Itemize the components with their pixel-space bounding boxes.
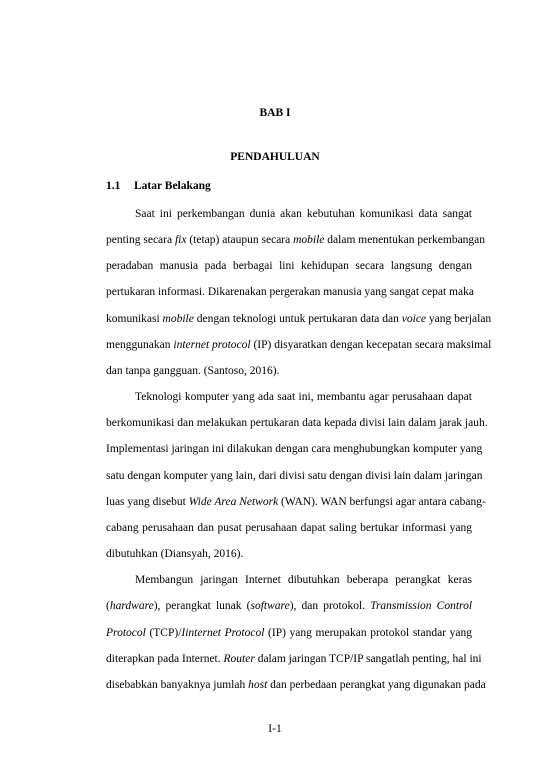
chapter-title: PENDAHULUAN [230,151,320,163]
text-run: peradaban manusia pada berbagai lini kehidupan secara langsung dengan [106,260,472,272]
text-run: (tetap) ataupun secara [186,234,294,246]
text-run: berkomunikasi dan melakukan pertukaran data kepada divisi lain dalam jarak jauh. [106,417,488,429]
text-run: luas yang disebut [106,496,189,508]
body-line [106,259,472,273]
body-line [106,364,472,378]
body-line [106,233,486,247]
text-run: ), perangkat lunak ( [153,600,251,612]
body-line [106,652,482,666]
text-run: Saat ini perkembangan dunia akan kebutuhan komunikasi data sangat [135,208,472,220]
italic-term: Wide Area Network [188,496,279,508]
italic-term: Router [223,653,255,665]
italic-term: Transmission Control [370,600,473,612]
body-line [135,573,472,587]
italic-term: Iinternet Protocol [181,627,265,639]
text-run: Membangun jaringan Internet dibutuhkan beberapa perangkat keras [135,574,472,586]
text-run: Implementasi jaringan ini dilakukan dengan cara menghubungkan komputer yang [106,443,483,455]
body-line [106,599,472,613]
text-run: yang berjalan [426,313,492,325]
italic-term: fix [174,234,187,246]
body-line [106,547,472,561]
italic-term: Protocol [106,627,146,639]
italic-term: internet protocol [173,339,251,351]
body-line [106,521,472,535]
italic-term: software [250,600,290,612]
text-run: cabang perusahaan dan pusat perusahaan dapat saling bertukar informasi yang [106,522,472,534]
text-run: (TCP)/ [145,627,182,639]
body-line [106,312,492,326]
chapter-label: BAB I [259,107,291,119]
body-line [106,338,492,352]
text-run: (IP) yang merupakan protokol standar yang [264,627,472,639]
italic-term: hardware [109,600,154,612]
body-line [106,626,472,640]
section-heading [106,180,211,192]
body-line [106,442,483,456]
page-number: I-1 [268,723,282,735]
text-run: dengan teknologi untuk pertukaran data dan [193,313,402,325]
italic-term: voice [401,313,427,325]
body-line [106,285,472,299]
body-line [106,678,486,692]
text-run: menggunakan [106,339,174,351]
text-run: penting secara [106,234,175,246]
body-line [135,390,472,404]
section-title: Latar Belakang [134,180,211,192]
text-run: (WAN). WAN berfungsi agar antara cabang- [278,496,486,508]
section-number: 1.1 [106,180,121,192]
text-run: (IP) disyaratkan dengan kecepatan secara maksimal [250,339,492,351]
text-run: dibutuhkan (Diansyah, 2016). [106,548,244,560]
text-run: dalam jaringan TCP/IP sangatlah penting, hal ini [254,653,482,665]
text-run: ), dan protokol. [289,600,371,612]
text-run: disebabkan banyaknya jumlah [106,679,249,691]
italic-term: mobile [162,313,194,325]
italic-term: mobile [293,234,325,246]
body-line [106,469,483,483]
text-run: pertukaran informasi. Dikarenakan pergerakan manusia yang sangat cepat maka [106,286,474,298]
text-run: diterapkan pada Internet. [106,653,224,665]
body-line [106,416,488,430]
text-run: dalam menentukan perkembangan [324,234,486,246]
body-line [135,207,472,221]
text-run: ( [106,600,110,612]
text-run: dan perbedaan perangkat yang digunakan pada [267,679,486,691]
text-run: komunikasi [106,313,163,325]
body-line [106,495,486,509]
text-run: satu dengan komputer yang lain, dari divisi satu dengan divisi lain dalam jaringan [106,470,483,482]
text-run: Teknologi komputer yang ada saat ini, membantu agar perusahaan dapat [135,391,472,403]
italic-term: host [248,679,268,691]
text-run: dan tanpa gangguan. (Santoso, 2016). [106,365,280,377]
